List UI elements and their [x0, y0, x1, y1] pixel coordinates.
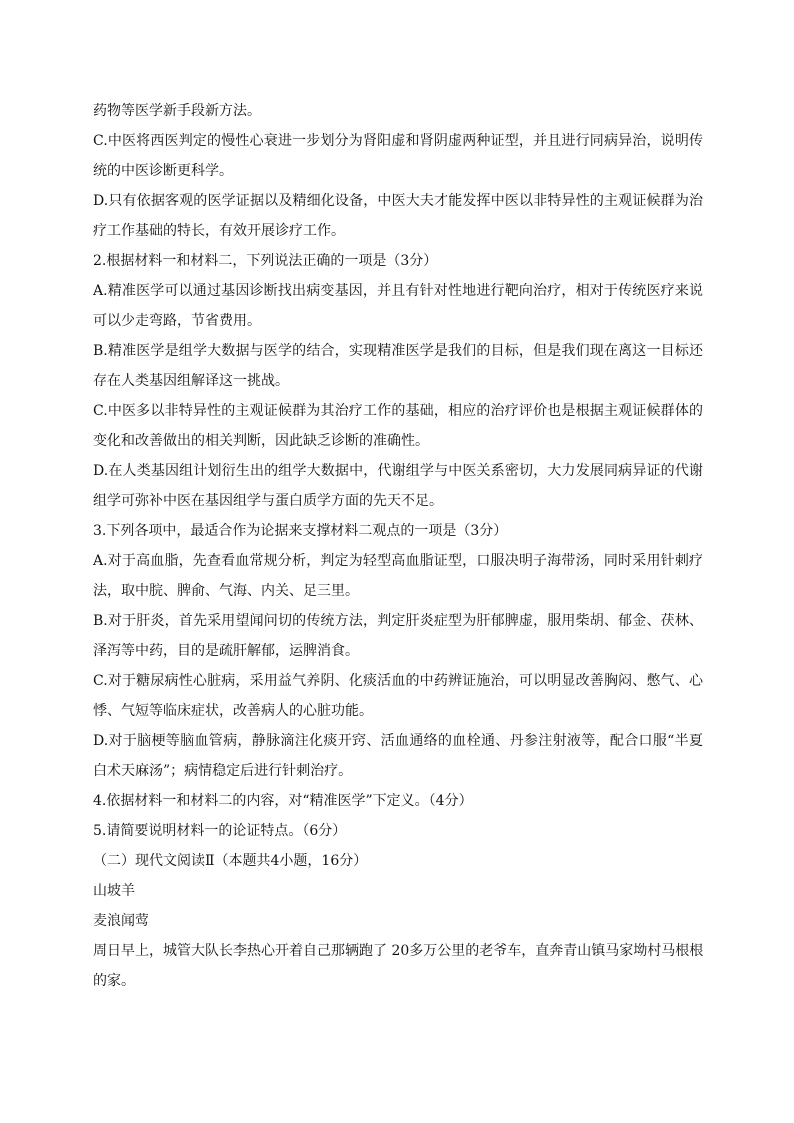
text-line: D.对于脑梗等脑血管病，静脉滴注化痰开窍、活血通络的血栓通、丹参注射液等，配合口服“半夏 — [93, 733, 703, 749]
document-body — [93, 96, 703, 996]
text-line: 麦浪闻莺 — [93, 913, 149, 929]
text-line: C.对于糖尿病性心脏病，采用益气养阴、化痰活血的中药辨证施治，可以明显改善胸闷、憋气、心 — [93, 673, 703, 689]
text-line: 药物等医学新手段新方法。 — [93, 103, 261, 119]
text-line: 组学可弥补中医在基因组学与蛋白质学方面的先天不足。 — [93, 493, 443, 509]
text-line: 法，取中脘、脾俞、气海、内关、足三里。 — [93, 583, 359, 599]
text-line: 山坡羊 — [93, 883, 135, 899]
text-line: C.中医多以非特异性的主观证候群为其治疗工作的基础，相应的治疗评价也是根据主观证候群体的 — [93, 403, 703, 419]
text-line: 4.依据材料一和材料二的内容，对“精准医学”下定义。（4分） — [93, 793, 473, 809]
text-line: 的家。 — [93, 973, 135, 989]
text-line: 悸、气短等临床症状，改善病人的心脏功能。 — [93, 703, 373, 719]
text-line: 疗工作基础的特长，有效开展诊疗工作。 — [93, 223, 345, 239]
text-line: 5.请简要说明材料一的论证特点。（6分） — [93, 823, 347, 839]
text-line: B.精准医学是组学大数据与医学的结合，实现精准医学是我们的目标，但是我们现在离这一目标还 — [93, 343, 703, 359]
text-line: 2.根据材料一和材料二，下列说法正确的一项是（3分） — [93, 253, 438, 269]
text-line: 3.下列各项中，最适合作为论据来支撑材料二观点的一项是（3分） — [93, 523, 508, 539]
text-line: 泽泻等中药，目的是疏肝解郁，运脾消食。 — [93, 643, 359, 659]
text-line: A.精准医学可以通过基因诊断找出病变基因，并且有针对性地进行靶向治疗，相对于传统医疗来说 — [93, 283, 703, 299]
text-line: 白术天麻汤”；病情稳定后进行针刺治疗。 — [93, 763, 353, 779]
text-line: C.中医将西医判定的慢性心衰进一步划分为肾阳虚和肾阴虚两种证型，并且进行同病异治，说明传 — [93, 133, 703, 149]
text-line: 存在人类基因组解译这一挑战。 — [93, 373, 289, 389]
text-line: 统的中医诊断更科学。 — [93, 163, 233, 179]
text-line: 周日早上，城管大队长李热心开着自己那辆跑了 20多万公里的老爷车，直奔青山镇马家坳村马根根 — [93, 943, 704, 959]
text-line: D.在人类基因组计划衍生出的组学大数据中，代谢组学与中医关系密切，大力发展同病异证的代谢 — [93, 463, 703, 479]
text-line: 变化和改善做出的相关判断，因此缺乏诊断的准确性。 — [93, 433, 429, 449]
text-line: A.对于高血脂，先查看血常规分析，判定为轻型高血脂证型，口服决明子海带汤，同时采用针刺疗 — [93, 553, 703, 569]
text-line: （二）现代文阅读Ⅱ（本题共4小题，16分） — [93, 853, 368, 869]
text-line: B.对于肝炎，首先采用望闻问切的传统方法，判定肝炎症型为肝郁脾虚，服用柴胡、郁金、茯林、 — [93, 613, 703, 629]
text-line: 可以少走弯路，节省费用。 — [93, 313, 261, 329]
text-line: D.只有依据客观的医学证据以及精细化设备，中医大夫才能发挥中医以非特异性的主观证候群为治 — [93, 193, 703, 209]
